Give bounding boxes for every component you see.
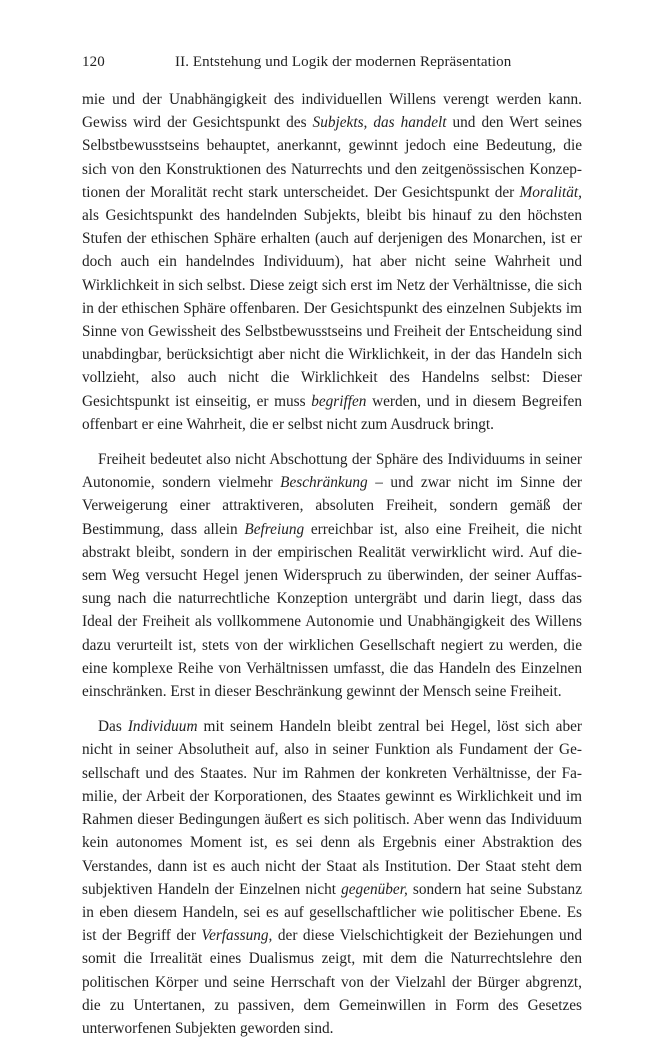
emphasis-text: Subjekts, das handelt [312, 114, 447, 132]
text-run: mit seinem Handeln bleibt zentral bei Hegel, löst sich aber nicht in seiner Absolutheit auf, also in seiner Funktion als Fundament der Gesellschaft und des Staates. Nur im Rahmen der konkreten Verhältnisse, der Familie, der Arbeit der Korporationen, des Staates gewinnt es Wirklichkeit und im Rahmen dieser Bedingungen äußert es sich politisch. Aber wenn das Individuum kein autonomes Moment ist, es sei denn als Ergebnis einer Abstraktion des Verstandes, dann ist es auch nicht der Staat als Institution. Der Staat steht dem subjektiven Handeln der Einzelnen nicht [82, 718, 582, 898]
body-text [82, 88, 582, 1040]
text-run: Freiheit bedeutet also nicht Abschottung der Sphäre des Individuums in seiner Autonomie, sondern vielmehr [82, 451, 582, 492]
text-run: Das [98, 718, 128, 736]
running-title: II. Entstehung und Logik der modernen Repräsentation [175, 54, 512, 70]
emphasis-text: Befreiung [244, 520, 305, 538]
paragraph-1 [82, 88, 582, 436]
emphasis-text: begriffen [311, 392, 367, 410]
emphasis-text: Moralität, [519, 183, 582, 201]
running-head [82, 50, 582, 74]
text-run: sondern hat seine Substanz in eben diesem Handeln, sei es auf gesellschaftlicher wie politischer Ebene. Es ist der Begriff der [82, 880, 582, 945]
text-run: und den Wert seines Selbstbewusstseins behauptet, anerkannt, gewinnt jedoch eine Bedeutung, die sich von den Konstruktionen des Naturrechts und den zeitgenössischen Konzeptionen der Moralität recht stark unterscheidet. Der Gesichtspunkt der [82, 114, 582, 201]
text-run: mie und der Unabhängigkeit des individuellen Willens verengt werden kann. Gewiss wird der Gesichtspunkt des [82, 91, 582, 132]
text-run: werden, und in diesem Begreifen offenbart er eine Wahrheit, die er selbst nicht zum Ausdruck bringt. [82, 392, 582, 433]
paragraph-3 [82, 715, 582, 1040]
paragraph-2 [82, 448, 582, 703]
emphasis-text: Beschränkung [280, 474, 368, 492]
emphasis-text: Individuum [127, 718, 198, 736]
emphasis-text: gegenüber, [341, 880, 408, 898]
book-page [82, 50, 582, 1040]
text-run: erreichbar ist, also eine Freiheit, die nicht abstrakt bleibt, sondern in der empirischen Realität verwirklicht wird. Auf diesem Weg versucht Hegel jenen Widerspruch zu überwinden, der seiner Auffassung nach die naturrechtliche Konzeption untergräbt und darin liegt, dass das Ideal der Freiheit als vollkommene Autonomie und Unabhängigkeit des Willens dazu verurteilt ist, stets von der wirklichen Gesellschaft negiert zu werden, die eine komplexe Reihe von Verhältnissen umfasst, die das Handeln des Einzelnen einschränken. Erst in dieser Beschränkung gewinnt der Mensch seine Freiheit. [82, 520, 582, 701]
text-run: als Gesichtspunkt des handelnden Subjekts, bleibt bis hinauf zu den höchsten Stufen der ethischen Sphäre erhalten (auch auf derjenigen des Monarchen, ist er doch auch ein handelndes Individuum), hat aber nicht seine Wahrheit und Wirklichkeit in sich selbst. Diese zeigt sich erst im Netz der Verhältnisse, die sich in der ethischen Sphäre offenbaren. Der Gesichtspunkt des einzelnen Subjekts im Sinne von Gewissheit des Selbstbewusstseins und Freiheit der Entscheidung sind unabdingbar, berücksichtigt aber nicht die Wirklichkeit, in der das Handeln sich vollzieht, also auch nicht die Wirklichkeit des Handelns selbst: Dieser Gesichtspunkt ist einseitig, er muss [82, 207, 582, 410]
text-run: der diese Vielschichtigkeit der Beziehungen und somit die Irrealität eines Dualismus zeigt, mit dem die Naturrechtslehre den politischen Körper und seine Herrschaft von der Vielzahl der Bürger abgrenzt, die zu Untertanen, zu passiven, dem Gemeinwillen in Form des Gesetzes unterworfenen Subjekten geworden sind. [82, 927, 582, 1037]
page-number: 120 [82, 54, 105, 70]
text-run: – und zwar nicht im Sinne der Verweigerung einer attraktiveren, absoluten Freiheit, sondern gemäß der Bestimmung, dass allein [82, 474, 582, 538]
emphasis-text: Verfassung, [201, 927, 273, 945]
